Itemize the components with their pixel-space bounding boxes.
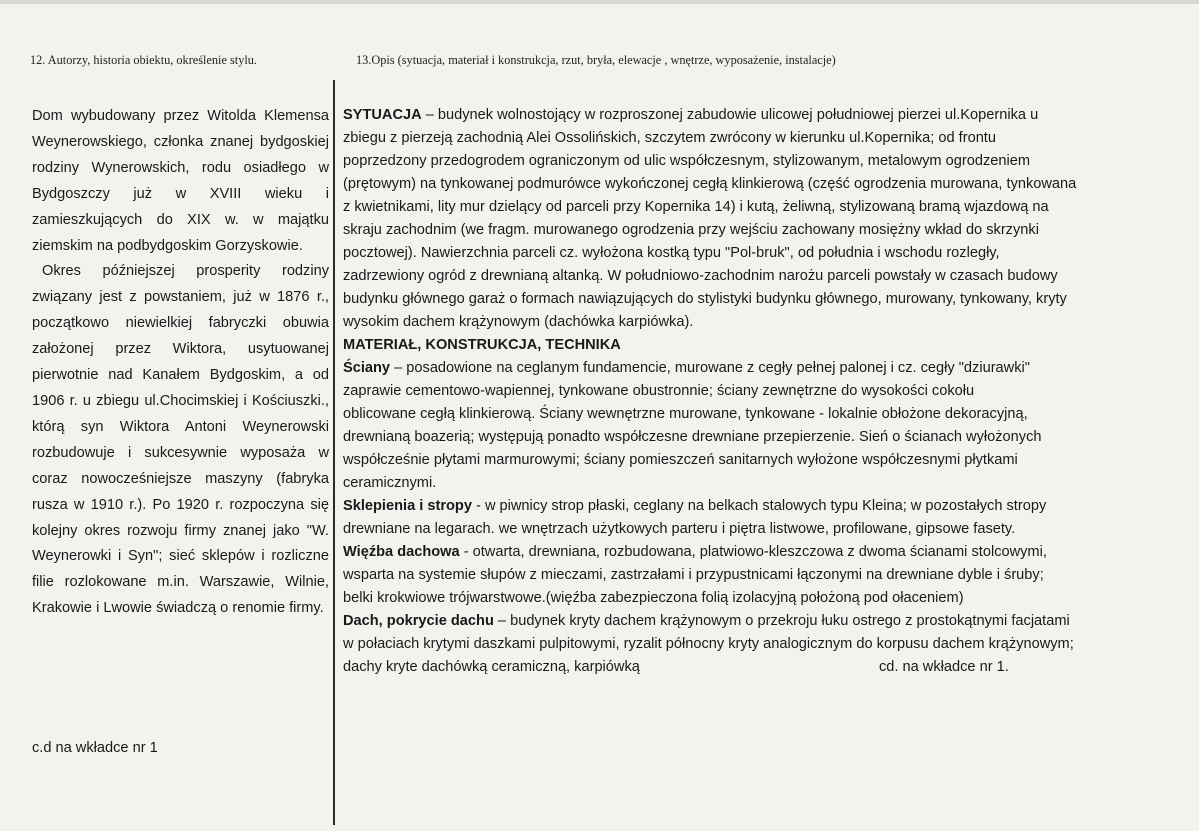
desc-line: zadrzewiony ogród z drewnianą altanką. W południowo-zachodnim narożu parceli powstały w czasach budowy — [343, 268, 1058, 284]
desc-line: zaprawie cementowo-wapiennej, tynkowane obustronnie; ściany zewnętrzne do wysokości cokołu — [343, 383, 975, 399]
history-column — [32, 104, 329, 756]
subheading-walls: Ściany — [343, 360, 391, 376]
desc-line: Ściany – posadowione na ceglanym fundamencie, murowane z cegły pełnej palonej i cz. cegły "dziurawki" — [343, 360, 1030, 376]
history-paragraph-2: Okres późniejszej prosperity rodziny związany jest z powstaniem, już w 1876 r., początkowo niewielkiej fabryczki obuwia założonej przez Wiktora, usytuowanej pierwotnie nad Kanałem Bydgoskim, a od 1906 r. u zbiegu ul.Chocimskiej i Kościuszki., którą syn Wiktora Antoni Weynerowski rozbudowuje i sukcesywnie wyposaża w coraz nowocześniejsze maszyny (fabryka rusza w 1910 r.). Po 1920 r. rozpoczyna się kolejny okres rozwoju firmy znanej jako "W. Weynerowki i Syn"; sieć sklepów i rozliczne filie rozlokowane m.in. Warszawie, Wilnie, Krakowie i Lwowie świadczą o renomie firmy. — [32, 263, 329, 617]
description-column — [343, 104, 1129, 679]
desc-line: drewniane na legarach. we wnętrzach użytkowych parteru i piętra listwowe, profilowane, gipsowe fasety. — [343, 521, 1016, 537]
desc-line: Sklepienia i stropy - w piwnicy strop płaski, ceglany na belkach stalowych typu Kleina; w pozostałych stropy — [343, 498, 1047, 514]
header-authors-history: 12. Autorzy, historia obiektu, określenie stylu. — [30, 53, 257, 67]
subheading-roof: Dach, pokrycie dachu — [343, 613, 494, 629]
section-heading-situation: SYTUACJA — [343, 107, 422, 123]
desc-line: poprzedzony przedogrodem ograniczonym od ulic współczesnym, stylizowanym, metalowym ogrodzeniem — [343, 153, 1031, 169]
desc-line: budynku głównego garaż o formach nawiązujących do stylistyki budynku głównego, murowany, tynkowany, kryty — [343, 291, 1067, 307]
desc-line: ceramicznymi. — [343, 475, 437, 491]
desc-line: w połaciach krytymi daszkami pulpitowymi, ryzalit północny kryty analogicznym do korpusu dachem krążynowym; — [343, 636, 1074, 652]
desc-line: zbiegu z pierzeją zachodnią Alei Ossolińskich, szczytem zwrócony w kierunku ul.Kopernika; od frontu — [343, 130, 996, 146]
history-paragraph-1: Dom wybudowany przez Witolda Klemensa Weynerowskiego, członka znanej bydgoskiej rodziny Wynerowskich, rodu osiadłego w Bydgoszczy już w XVIII wieku i zamieszkujących do XIX w. w majątku ziemskim na podbydgoskim Gorzyskowie. — [32, 108, 329, 254]
desc-line: drewnianą boazerią; występują ponadto współczesne drewniane przepierzenie. Sień o ścianach wyłożonych — [343, 429, 1042, 445]
desc-line: oblicowane cegłą klinkierową. Ściany wewnętrzne murowane, tynkowane - lokalnie obłożone dekoracyjną, — [343, 406, 1028, 422]
desc-line: SYTUACJA – budynek wolnostojący w rozproszonej zabudowie ulicowej południowej pierzei ul.Kopernika u — [343, 107, 1039, 123]
desc-line: współcześnie płytami marmurowymi; ściany pomieszczeń sanitarnych wyłożone współczesnymi płytkami — [343, 452, 1018, 468]
history-continued-note: c.d na wkładce nr 1 — [32, 740, 158, 756]
subheading-roof-truss: Więźba dachowa — [343, 544, 460, 560]
desc-line: skraju zachodnim (we fragm. murowanego ogrodzenia przy wejściu zachowany mosiężny wkład do skrzynki — [343, 222, 1039, 238]
desc-line: wsparta na systemie słupów z mieczami, zastrzałami i przypustnicami łączonymi na drewniane dyble i śruby; — [343, 567, 1044, 583]
scan-edge — [0, 0, 1199, 4]
desc-line: Więźba dachowa - otwarta, drewniana, rozbudowana, platwiowo-kleszczowa z dwoma ścianami stolcowymi, — [343, 544, 1047, 560]
desc-line: wysokim dachem krążynowym (dachówka karpiówka). — [343, 314, 694, 330]
section-heading-material: MATERIAŁ, KONSTRUKCJA, TECHNIKA — [343, 337, 621, 353]
desc-line: belki krokwiowe trójwarstwowe.(więźba zabezpieczona folią izolacyjną położoną pod ołaceniem) — [343, 590, 964, 606]
description-continued-note: cd. na wkładce nr 1. — [879, 659, 1009, 675]
desc-line: (prętowym) na tynkowanej podmurówce wykończonej cegłą klinkierową (część ogrodzenia murowana, tynkowana — [343, 176, 1077, 192]
desc-line: pocztowej). Nawierzchnia parceli cz. wyłożona kostką typu "Pol-bruk", od południa i wschodu rozległy, — [343, 245, 1000, 261]
desc-line: dachy kryte dachówką ceramiczną, karpiówką cd. na wkładce nr 1. — [343, 656, 1129, 679]
column-divider — [333, 80, 335, 825]
header-description: 13.Opis (sytuacja, materiał i konstrukcja, rzut, bryła, elewacje , wnętrze, wyposażenie, instalacje) — [356, 53, 836, 67]
desc-line: z kwietnikami, lity mur dzielący od parceli przy Kopernika 14) i kutą, żeliwną, stylizowaną bramą wjazdową na — [343, 199, 1049, 215]
subheading-ceilings: Sklepienia i stropy — [343, 498, 472, 514]
desc-line: Dach, pokrycie dachu – budynek kryty dachem krążynowym o przekroju łuku ostrego z prostokątnymi facjatami — [343, 613, 1070, 629]
